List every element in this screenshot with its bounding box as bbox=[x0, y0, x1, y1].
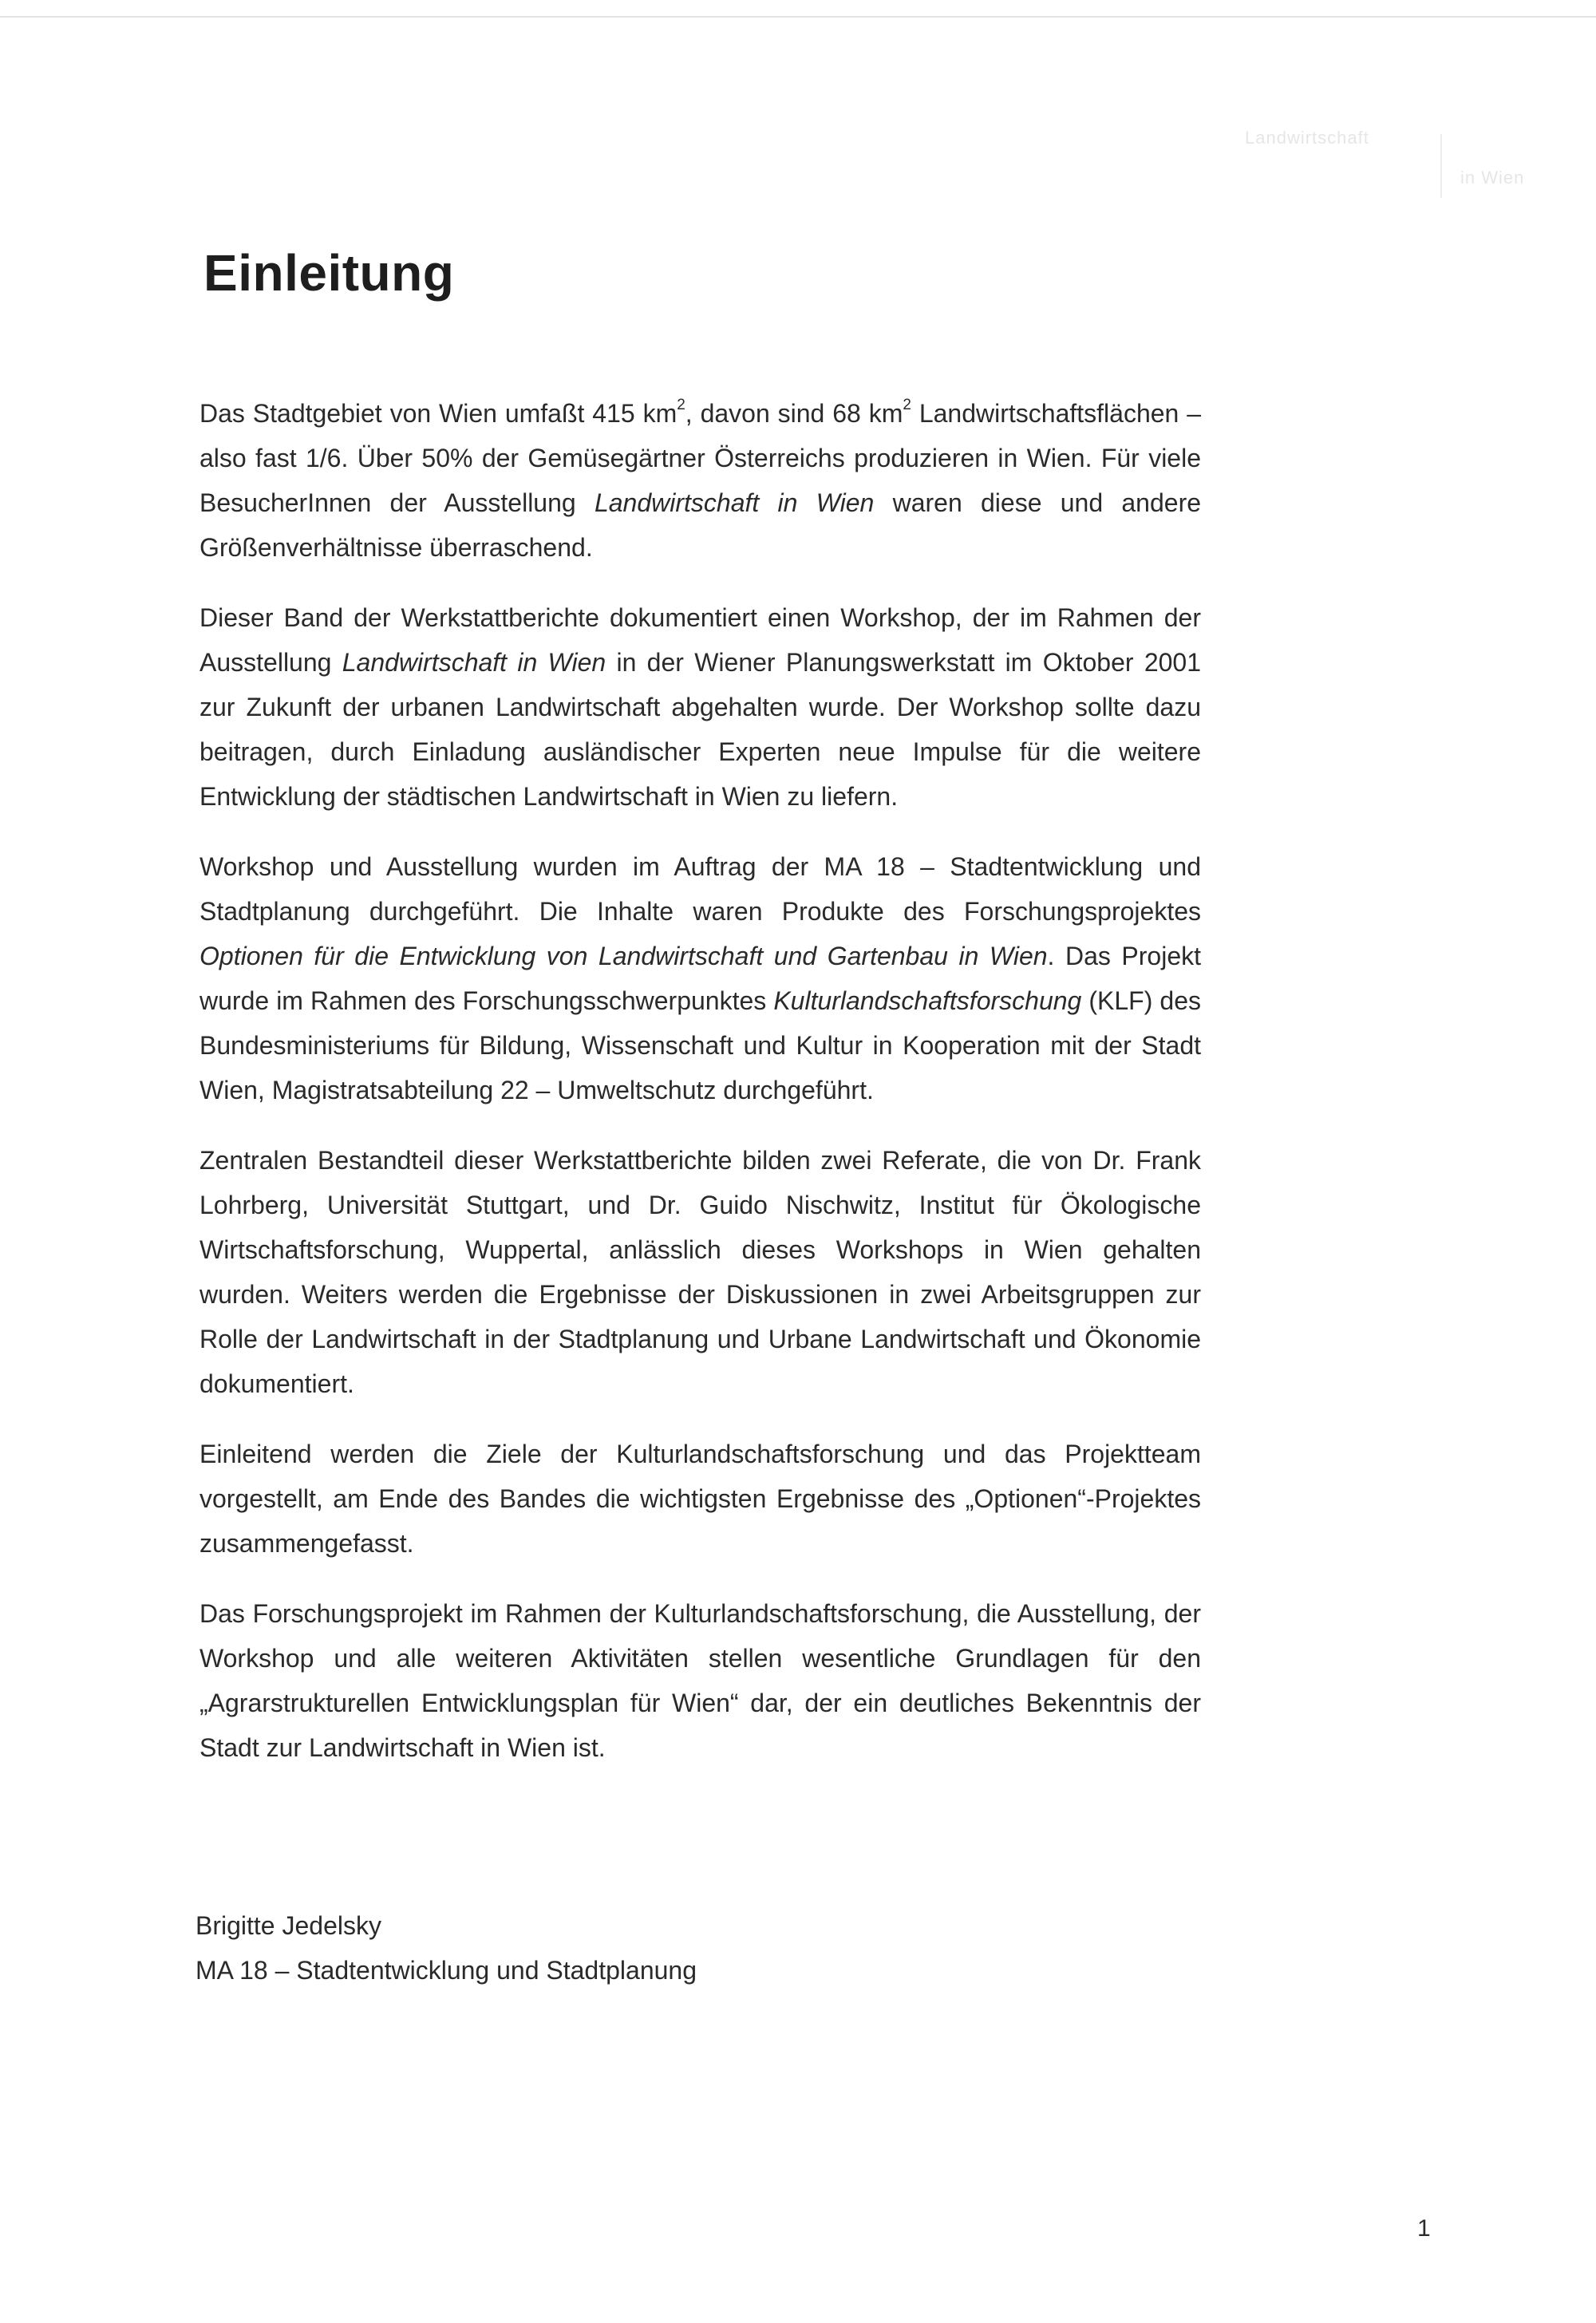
running-header-right: in Wien bbox=[1460, 168, 1525, 188]
paragraph-3: Workshop und Ausstellung wurden im Auftrag der MA 18 – Stadtentwicklung und Stadtplanung durchgeführt. Die Inhalte waren Produkte des Forschungsprojektes Optionen für die Entwicklung von Landwirtschaft und Gartenbau in Wien. Das Projekt wurde im Rahmen des Forschungsschwerpunktes Kulturlandschaftsforschung (KLF) des Bundesministeriums für Bildung, Wissenschaft und Kultur in Kooperation mit der Stadt Wien, Magistratsabteilung 22 – Umweltschutz durchgeführt. bbox=[200, 852, 1202, 1104]
italic-research-focus: Kulturlandschaftsforschung bbox=[773, 986, 1082, 1015]
superscript-2: 2 bbox=[903, 397, 911, 414]
paragraph-1: Das Stadtgebiet von Wien umfaßt 415 $km^2$, davon sind 68 $km^2$ Landwirtschaftsflächen – also fast 1/6. Über 50% der Gemüsegärtner Österreichs produzieren in Wien. Für viele BesucherInnen der Ausstellung Landwirtschaft in Wien waren diese und andere Größenverhältnisse überraschend. bbox=[200, 397, 1202, 562]
signature-name: Brigitte Jedelsky bbox=[196, 1911, 381, 1940]
signature-block bbox=[196, 1903, 697, 1993]
superscript-2: 2 bbox=[677, 397, 685, 414]
paragraph-5: Einleitend werden die Ziele der Kulturlandschaftsforschung und das Projektteam vorgestellt, am Ende des Bandes die wichtigsten Ergebnisse des „Optionen“-Projektes zusammengefasst. bbox=[200, 1440, 1201, 1558]
running-header-divider bbox=[1440, 134, 1442, 198]
italic-project-title: Optionen für die Entwicklung von Landwirtschaft und Gartenbau in Wien bbox=[200, 942, 1048, 970]
paragraph-4: Zentralen Bestandteil dieser Werkstattberichte bilden zwei Referate, die von Dr. Frank Lohrberg, Universität Stuttgart, und Dr. Guido Nischwitz, Institut für Ökologische Wirtschaftsforschung, Wuppertal, anlässlich dieses Workshops in Wien gehalten wurden. Weiters werden die Ergebnisse der Diskussionen in zwei Arbeitsgruppen zur Rolle der Landwirtschaft in der Stadtplanung und Urbane Landwirtschaft und Ökonomie dokumentiert. bbox=[200, 1146, 1201, 1398]
signature-department: MA 18 – Stadtentwicklung und Stadtplanung bbox=[196, 1956, 697, 1985]
paragraph-6: Das Forschungsprojekt im Rahmen der Kulturlandschaftsforschung, die Ausstellung, der Workshop und alle weiteren Aktivitäten stellen wesentliche Grundlagen für den „Agrarstrukturellen Entwicklungsplan für Wien“ dar, der ein deutliches Bekenntnis der Stadt zur Landwirtschaft in Wien ist. bbox=[200, 1599, 1201, 1762]
top-rule bbox=[0, 16, 1596, 18]
running-header-left: Landwirtschaft bbox=[1245, 128, 1369, 148]
body-text bbox=[200, 391, 1201, 1796]
page-number: 1 bbox=[1417, 2215, 1431, 2242]
paragraph-2: Dieser Band der Werkstattberichte dokumentiert einen Workshop, der im Rahmen der Ausstellung Landwirtschaft in Wien in der Wiener Planungswerkstatt im Oktober 2001 zur Zukunft der urbanen Landwirtschaft abgehalten wurde. Der Workshop sollte dazu beitragen, durch Einladung ausländischer Experten neue Impulse für die weitere Entwicklung der städtischen Landwirtschaft in Wien zu liefern. bbox=[200, 603, 1202, 811]
italic-exhibition-title: Landwirtschaft in Wien bbox=[342, 648, 606, 677]
italic-exhibition-title: Landwirtschaft in Wien bbox=[594, 488, 875, 517]
page-title: Einleitung bbox=[203, 244, 455, 302]
